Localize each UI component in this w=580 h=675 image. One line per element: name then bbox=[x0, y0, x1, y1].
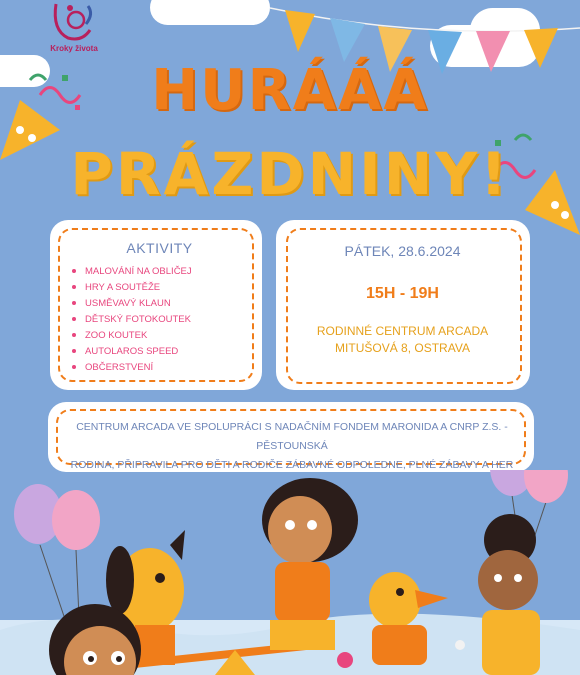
bullet-icon bbox=[72, 333, 76, 337]
bullet-icon bbox=[72, 365, 76, 369]
bullet-icon bbox=[72, 301, 76, 305]
list-item bbox=[72, 280, 192, 296]
activity-label: AUTOLAROS SPEED bbox=[85, 346, 179, 357]
cloud-top-center bbox=[150, 0, 270, 25]
list-item bbox=[72, 296, 192, 312]
venue-address: MITUŠOVÁ 8, OSTRAVA bbox=[335, 341, 470, 355]
logo-text: Kroky života bbox=[50, 44, 98, 53]
bullet-icon bbox=[72, 317, 76, 321]
activity-label: OBČERSTVENÍ bbox=[85, 362, 154, 373]
bullet-icon bbox=[72, 349, 76, 353]
event-time: 15H - 19H bbox=[366, 285, 439, 302]
description-line-1: CENTRUM ARCADA VE SPOLUPRÁCI S NADAČNÍM FONDEM MARONIDA A CNRP Z.S. - PĚSTOUNSKÁ bbox=[76, 421, 508, 452]
list-item bbox=[72, 312, 192, 328]
list-item bbox=[72, 344, 192, 360]
description-text bbox=[62, 418, 522, 475]
logo-figure-icon bbox=[42, 0, 106, 44]
bullet-icon bbox=[72, 269, 76, 273]
list-item bbox=[72, 360, 192, 376]
list-item bbox=[72, 264, 192, 280]
logo bbox=[42, 0, 106, 62]
event-venue bbox=[285, 323, 520, 357]
activities-heading: AKTIVITY bbox=[126, 240, 193, 256]
event-date: PÁTEK, 28.6.2024 bbox=[344, 243, 461, 259]
title-line-2: PRÁZDNINY! bbox=[70, 140, 510, 208]
activities-list bbox=[72, 264, 192, 376]
activity-label: ZOO KOUTEK bbox=[85, 330, 148, 341]
activity-label: DĚTSKÝ FOTOKOUTEK bbox=[85, 314, 191, 325]
kids-playground-illustration bbox=[0, 470, 580, 675]
list-item bbox=[72, 328, 192, 344]
activity-label: USMĚVAVÝ KLAUN bbox=[85, 298, 171, 309]
bullet-icon bbox=[72, 285, 76, 289]
title-line-1: HURÁÁÁ bbox=[151, 58, 429, 123]
description-line-2: RODINA, PŘIPRAVILA PRO DĚTI A RODIČE ZÁBAVNÉ ODPOLEDNE, PLNÉ ZÁBAVY A HER bbox=[70, 459, 514, 471]
venue-name: RODINNÉ CENTRUM ARCADA bbox=[316, 324, 489, 338]
activity-label: HRY A SOUTĚŽE bbox=[85, 282, 161, 293]
activity-label: MALOVÁNÍ NA OBLIČEJ bbox=[85, 266, 192, 277]
